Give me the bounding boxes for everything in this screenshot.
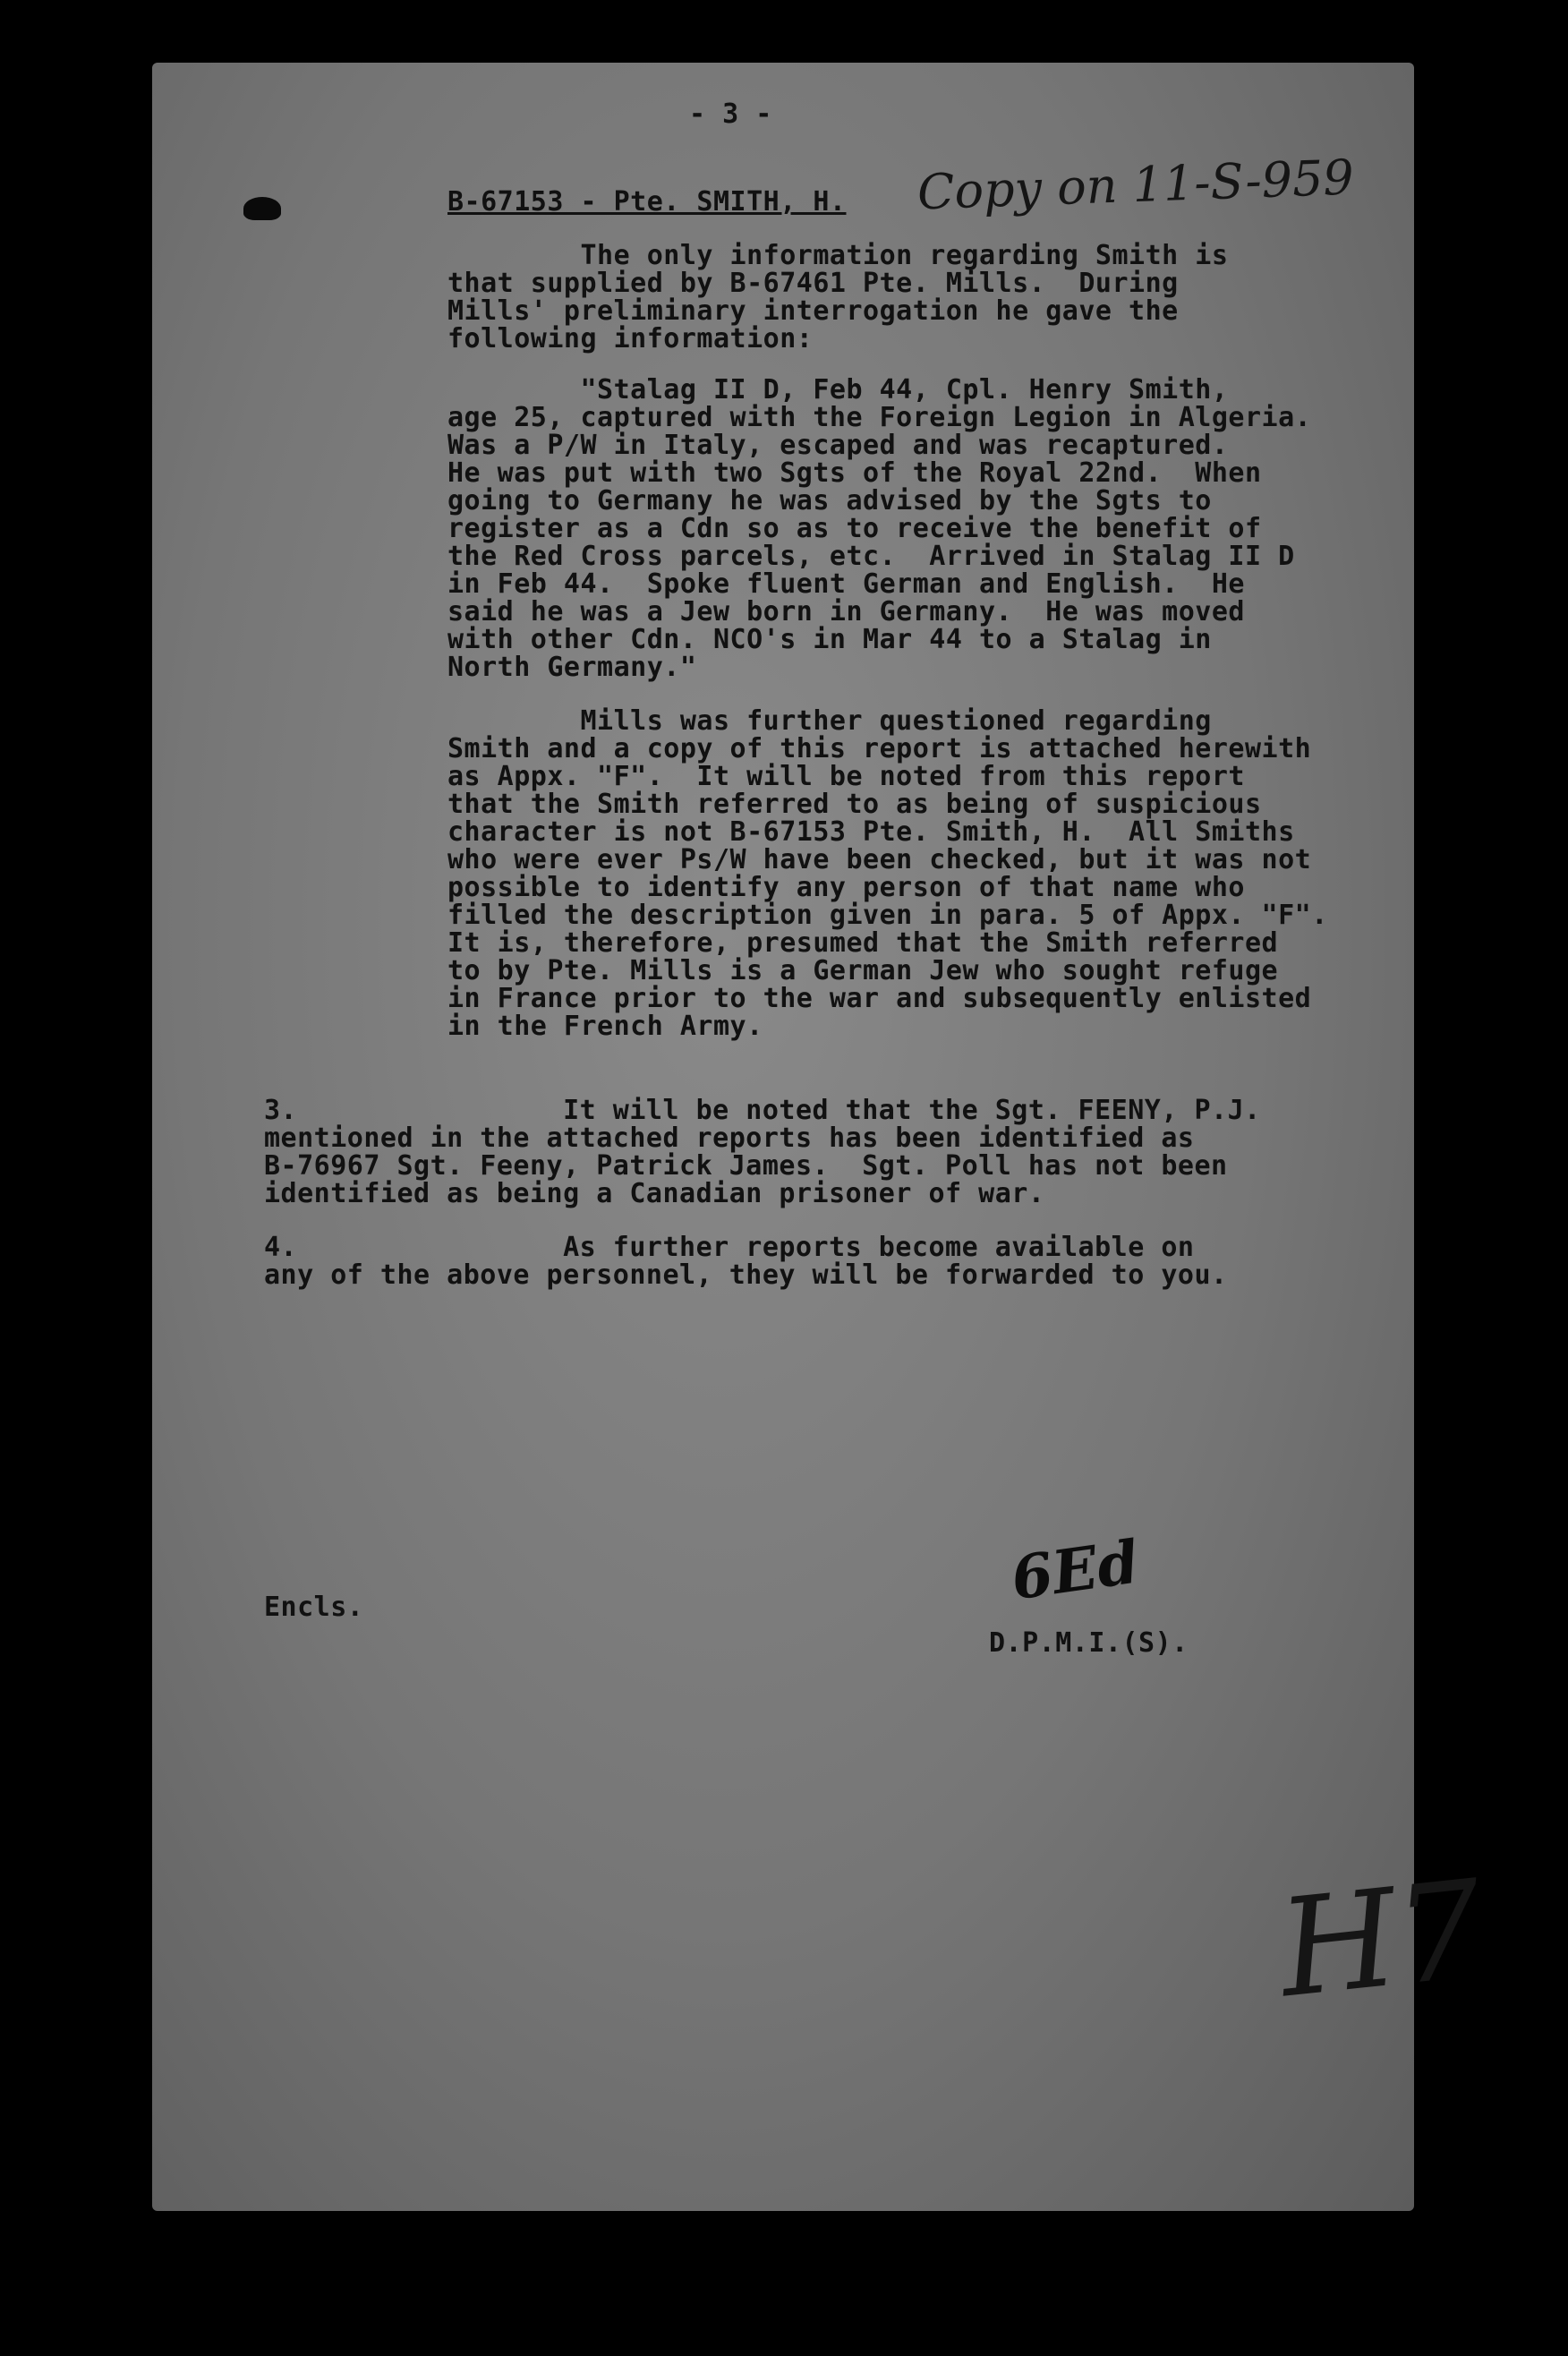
text-line: going to Germany he was advised by the Sgts to <box>447 485 1212 516</box>
text-line: "Stalag II D, Feb 44, Cpl. Henry Smith, <box>447 374 1229 405</box>
text-line: with other Cdn. NCO's in Mar 44 to a Stalag in <box>447 624 1212 655</box>
text-line: in the French Army. <box>447 1011 763 1042</box>
text-line: possible to identify any person of that name who <box>447 872 1245 903</box>
text-line: in France prior to the war and subsequently enlisted <box>447 983 1312 1014</box>
text-line: Smith and a copy of this report is attached herewith <box>447 733 1312 764</box>
text-line: Mills' preliminary interrogation he gave the <box>447 295 1179 327</box>
heading: B-67153 - Pte. SMITH, H. <box>447 186 847 218</box>
enclosures-label: Encls. <box>264 1592 364 1623</box>
text-line: filled the description given in para. 5 of Appx. "F". <box>447 900 1328 931</box>
text-line: It is, therefore, presumed that the Smith referred <box>447 927 1279 959</box>
text-line: to by Pte. Mills is a German Jew who sought refuge <box>447 955 1279 986</box>
text-line: as Appx. "F". It will be noted from this report <box>447 761 1245 792</box>
text-line: North Germany." <box>447 652 697 683</box>
text-line: that the Smith referred to as being of suspicious <box>447 789 1262 820</box>
text-line: in Feb 44. Spoke fluent German and English. He <box>447 568 1245 600</box>
text-line: who were ever Ps/W have been checked, but it was not <box>447 844 1312 875</box>
text-line: Mills was further questioned regarding <box>447 705 1212 737</box>
text-line: The only information regarding Smith is <box>447 240 1229 271</box>
page-number: - 3 - <box>689 98 772 130</box>
text-line: 4. As further reports become available on <box>264 1232 1195 1263</box>
text-line: following information: <box>447 323 814 354</box>
text-line: mentioned in the attached reports has been identified as <box>264 1123 1195 1154</box>
initials-signature: 6Ed <box>1007 1526 1144 1614</box>
text-line: identified as being a Canadian prisoner of war. <box>264 1178 1045 1209</box>
text-line: age 25, captured with the Foreign Legion in Algeria. <box>447 402 1312 433</box>
signature-block: D.P.M.I.(S). <box>989 1627 1189 1659</box>
handwritten-mark: H7 <box>1272 1851 1490 2028</box>
punch-hole-mark <box>243 197 281 220</box>
handwritten-copy-note: Copy on 11-S-959 <box>916 149 1355 221</box>
text-line: He was put with two Sgts of the Royal 22nd. When <box>447 457 1262 489</box>
text-line: Was a P/W in Italy, escaped and was recaptured. <box>447 430 1229 461</box>
text-line: 3. It will be noted that the Sgt. FEENY, P.J. <box>264 1095 1261 1126</box>
text-line: that supplied by B-67461 Pte. Mills. During <box>447 268 1179 299</box>
text-line: the Red Cross parcels, etc. Arrived in Stalag II D <box>447 541 1295 572</box>
text-line: register as a Cdn so as to receive the benefit of <box>447 513 1262 544</box>
text-line: character is not B-67153 Pte. Smith, H. All Smiths <box>447 816 1295 848</box>
text-line: said he was a Jew born in Germany. He was moved <box>447 596 1245 627</box>
text-line: B-76967 Sgt. Feeny, Patrick James. Sgt. Poll has not been <box>264 1150 1228 1182</box>
text-line: any of the above personnel, they will be forwarded to you. <box>264 1259 1228 1291</box>
